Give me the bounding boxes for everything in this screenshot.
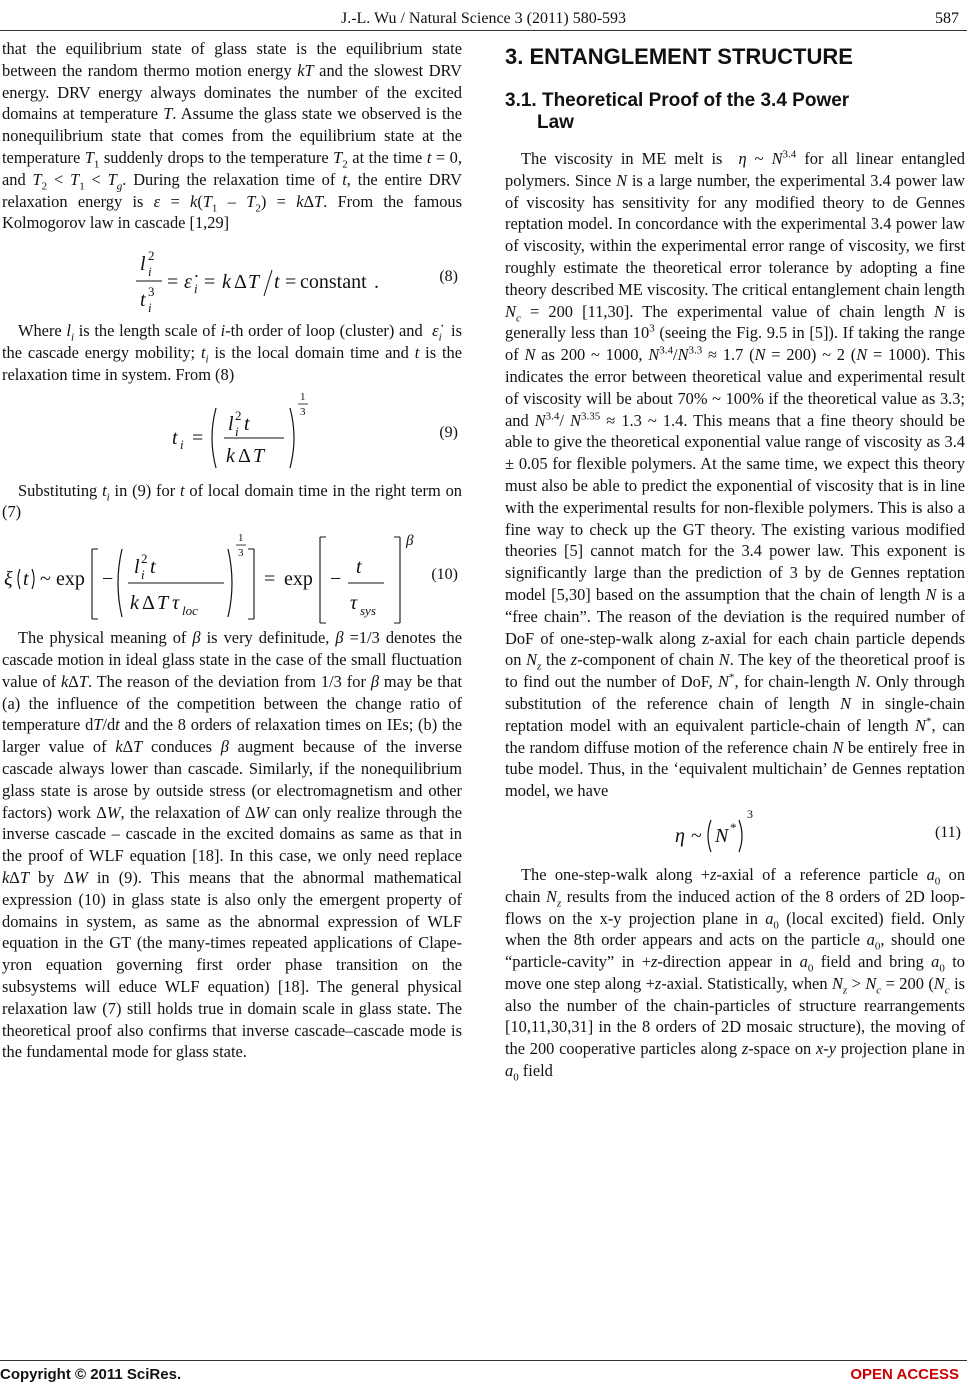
svg-text:*: * (730, 819, 737, 835)
svg-text:t: t (140, 289, 146, 312)
svg-text:t: t (356, 556, 362, 579)
svg-text:=: = (264, 568, 276, 591)
section-title: 3. ENTANGLEMENT STRUCTURE (505, 44, 853, 69)
left-paragraph-2: Where $l_i$ is the length scale of i-th order of loop (cluster) and $\varepsiloṅ_i$ is the cascade energy mobility; $t_i$ is the local domain time and t is the relaxation time in system. From (8) (2, 321, 463, 384)
svg-text:η: η (675, 824, 685, 847)
right-paragraph-1: The viscosity in ME melt is η ~ $N^{3.4}$ for all linear entangled polymers. Since N is a large number, the experimental 3.4 power law of viscosity has sensitivity for any modified theory to de Gennes reptation model. In concordance with the experimental 3.4 power law of viscosity, within the experimental error range of viscosity, we first roughly estimate the theoretical error tolerance by adopting a fine theory described ME viscosity. The critical entanglement chain length $N_c = 200$ [11,30]. The experimental value of chain length N is generally less than $10^3$ (seeing the Fig. 9.5 in [5]). If taking the range of N as 200 ~ 1000, $N^{3.4}/N^{3.3} \approx 1.7$ (N = 200) ~ 2 (N = 1000). This indicates the error between theoretical value and experimental result of viscosity will be about 70% ~ 100% if the theoretical value as 3.3; and $N^{3.4}/$ $N^{3.35} \approx 1.3$ ~ 1.4. This means that a fine theory should be able to give the theoretical exponential value range of viscosity as 3.4 ± 0.05 for flexible polymers. At the same time, we expect this theory must also be able to predict the exponential of viscosity that is in line with the experimental results for non-flexible polymers. This is also a fine way to check up the GT theory. The existing various modified theories [5] cannot match for the 3.4 power law. This exponent is significantly large than the prediction of 3 by de Gennes reptation model [5,30] based on the assumption that the chain of length N is a “free chain”. The reason of the deviation is the required number of DoF of one-step-walk along z-axial for each chain particle depends on $N_z$ the z-component of chain N. The key of the theoretical proof is to find out the number of DoF, N*, for chain-length N. Only through substitution of the reference chain of length N in single-chain reptation model with an equivalent particle-chain of length N*, can the random diffuse motion of the reference chain N be entirely free in tube model. Thus, in the ‘equivalent multichain’ de Gennes reptation model, we have (505, 148, 966, 801)
svg-text:Δ: Δ (142, 592, 155, 615)
svg-text:3: 3 (238, 547, 244, 560)
svg-text:1: 1 (238, 532, 244, 545)
equation-9 (2, 386, 462, 480)
svg-text:l: l (134, 556, 140, 579)
svg-text:=: = (204, 271, 216, 294)
svg-text:l: l (228, 412, 234, 435)
svg-text:exp: exp (56, 568, 85, 591)
svg-text:loc: loc (182, 603, 198, 619)
equation-11-graphic (505, 802, 905, 864)
svg-text:=: = (167, 271, 179, 294)
svg-text:~: ~ (691, 824, 702, 847)
svg-text:~: ~ (40, 568, 51, 591)
svg-text:N: N (715, 824, 729, 847)
svg-text:Δ: Δ (238, 444, 251, 467)
left-paragraph-4: The physical meaning of β is very definitude, β =1/3 denotes the cascade motion in ideal glass state in the case of the small fluctuation value of kΔT. The reason of the deviation from 1/3 for β may be that (a) the influence of the competition between the change ratio of temperature dT/dt and the 8 orders of relaxation times on IEs; (b) the larger value of kΔT conduces β augment because of the inverse cascade always lower than cascade. Similarly, if the nonequilibrium glass state is arose by outside stress (or electromagnetism and other factors) work ΔW, the relaxation of ΔW can only realize through the inverse cascade – cascade in the excited domains as same as that in the proof of WLF equation [18]. In this case, we only need replace kΔT by ΔW in (9). This means that the abnormal mathematical expression (10) in glass state is also only the emergent property of domains in system, as same as the abnormal expression of WLF equation in the GT (the many-times repeated applications of Clapeyron equation governing first order phase transition on the subsystems will educe WLF equation) [18]. The general physical relaxation law (7) still holds true in domain scale in glass state. The theoretical proof also confirms that inverse cascade–cascade mode is the fundamental mode for glass state. (2, 628, 463, 1062)
equation-8 (2, 234, 462, 320)
svg-text:ε̇: ε̇ (184, 271, 192, 294)
svg-text:2: 2 (141, 551, 148, 567)
svg-text:k: k (222, 271, 231, 294)
subsection-title-line-1: 3.1. Theoretical Proof of the 3.4 Power (505, 90, 850, 111)
page-number: 587 (935, 10, 959, 27)
copyright-notice: Copyright © 2011 SciRes. (0, 1366, 182, 1383)
footer-rule (0, 1360, 967, 1361)
svg-text:−: − (102, 568, 114, 591)
svg-text:exp: exp (284, 568, 313, 591)
svg-text:2: 2 (148, 248, 155, 264)
svg-text:t: t (244, 412, 250, 435)
equation-11 (505, 802, 965, 864)
svg-text:T: T (253, 444, 265, 467)
subsection-title-line-2: Law (537, 112, 574, 133)
right-column (505, 38, 965, 1082)
left-paragraph-3: Substituting $t_i$ in (9) for t of local domain time in the right term on (7) (2, 480, 462, 522)
svg-text:i: i (235, 423, 239, 439)
equation-9-graphic (2, 386, 402, 480)
svg-text:sys: sys (360, 603, 376, 619)
svg-text:t: t (150, 556, 156, 579)
svg-text:t: t (23, 568, 29, 591)
equation-9-number: (9) (439, 423, 458, 441)
svg-text:t: t (172, 426, 178, 449)
header-rule (0, 30, 967, 31)
open-access-label: OPEN ACCESS (850, 1366, 959, 1383)
equation-8-graphic (2, 234, 402, 320)
svg-text:i: i (141, 567, 145, 583)
svg-text:ξ: ξ (4, 568, 13, 591)
svg-text:k: k (130, 592, 139, 615)
svg-text:τ: τ (350, 592, 358, 615)
svg-text:T: T (157, 592, 169, 615)
svg-text:1: 1 (300, 390, 306, 403)
equation-8-number: (8) (439, 268, 458, 286)
equation-10-graphic (2, 523, 422, 627)
svg-text:3: 3 (300, 405, 306, 418)
svg-text:=: = (192, 426, 204, 449)
svg-text:3: 3 (148, 284, 155, 300)
subsection-title (505, 90, 965, 134)
svg-text:l: l (140, 253, 146, 276)
svg-text:τ: τ (172, 592, 180, 615)
equation-10 (2, 523, 462, 627)
svg-text:k: k (226, 444, 235, 467)
svg-text:constant: constant (300, 271, 367, 294)
svg-text:i: i (148, 264, 152, 280)
svg-text:β: β (406, 533, 414, 550)
svg-text:i: i (180, 436, 184, 452)
svg-text:t: t (274, 271, 280, 294)
svg-text:i: i (194, 281, 198, 297)
svg-text:T: T (248, 271, 260, 294)
right-paragraph-2: The one-step-walk along +z-axial of a reference particle $a_0$ on chain $N_z$ results from the induced action of the 8 orders of 2D loop-flows on the x-y projection plane in $a_0$ (local excited) field. Only when the 8th order appears and acts on the particle $a_0$, should one “particle-cavity” in +z-direction appear in $a_0$ field and bring $a_0$ to move one step along +z-axial. Statistically, when $N_z > N_c = 200$ ($N_c$ is also the number of the chain-particles of structure rearrangements [10,11,30,31] in the 8 orders of 2D mosaic structure), the moving of the 200 cooperative particles along z-space on x-y projection plane in $a_0$ field (505, 864, 966, 1084)
svg-text:Δ: Δ (234, 271, 247, 294)
svg-text:2: 2 (235, 407, 242, 423)
svg-text:3: 3 (747, 806, 753, 821)
svg-text:i: i (148, 300, 152, 316)
svg-text:−: − (330, 568, 342, 591)
left-column (2, 38, 462, 1063)
svg-text:.: . (374, 271, 379, 294)
equation-11-number: (11) (934, 824, 961, 842)
svg-text:=: = (285, 271, 297, 294)
equation-10-number: (10) (431, 566, 458, 584)
left-paragraph-1: that the equilibrium state of glass state is the equilibrium state between the random thermo motion energy kT and the slowest DRV energy. DRV energy always dominates the number of the excited domains at temperature T. Assume the glass state we observed is the nonequilibrium state that comes from the equilibrium state at the temperature $T_1$ suddenly drops to the temperature $T_2$ at the time t = 0, and $T_2 < T_1 < T_g$. During the relaxation time of t, the entire DRV relaxation energy is $\varepsilon = k(T_1 - T_2) = k\Delta T$. From the famous Kolmogorov law in cascade [1,29] (2, 39, 463, 233)
running-title: J.-L. Wu / Natural Science 3 (2011) 580-593 (340, 10, 627, 27)
